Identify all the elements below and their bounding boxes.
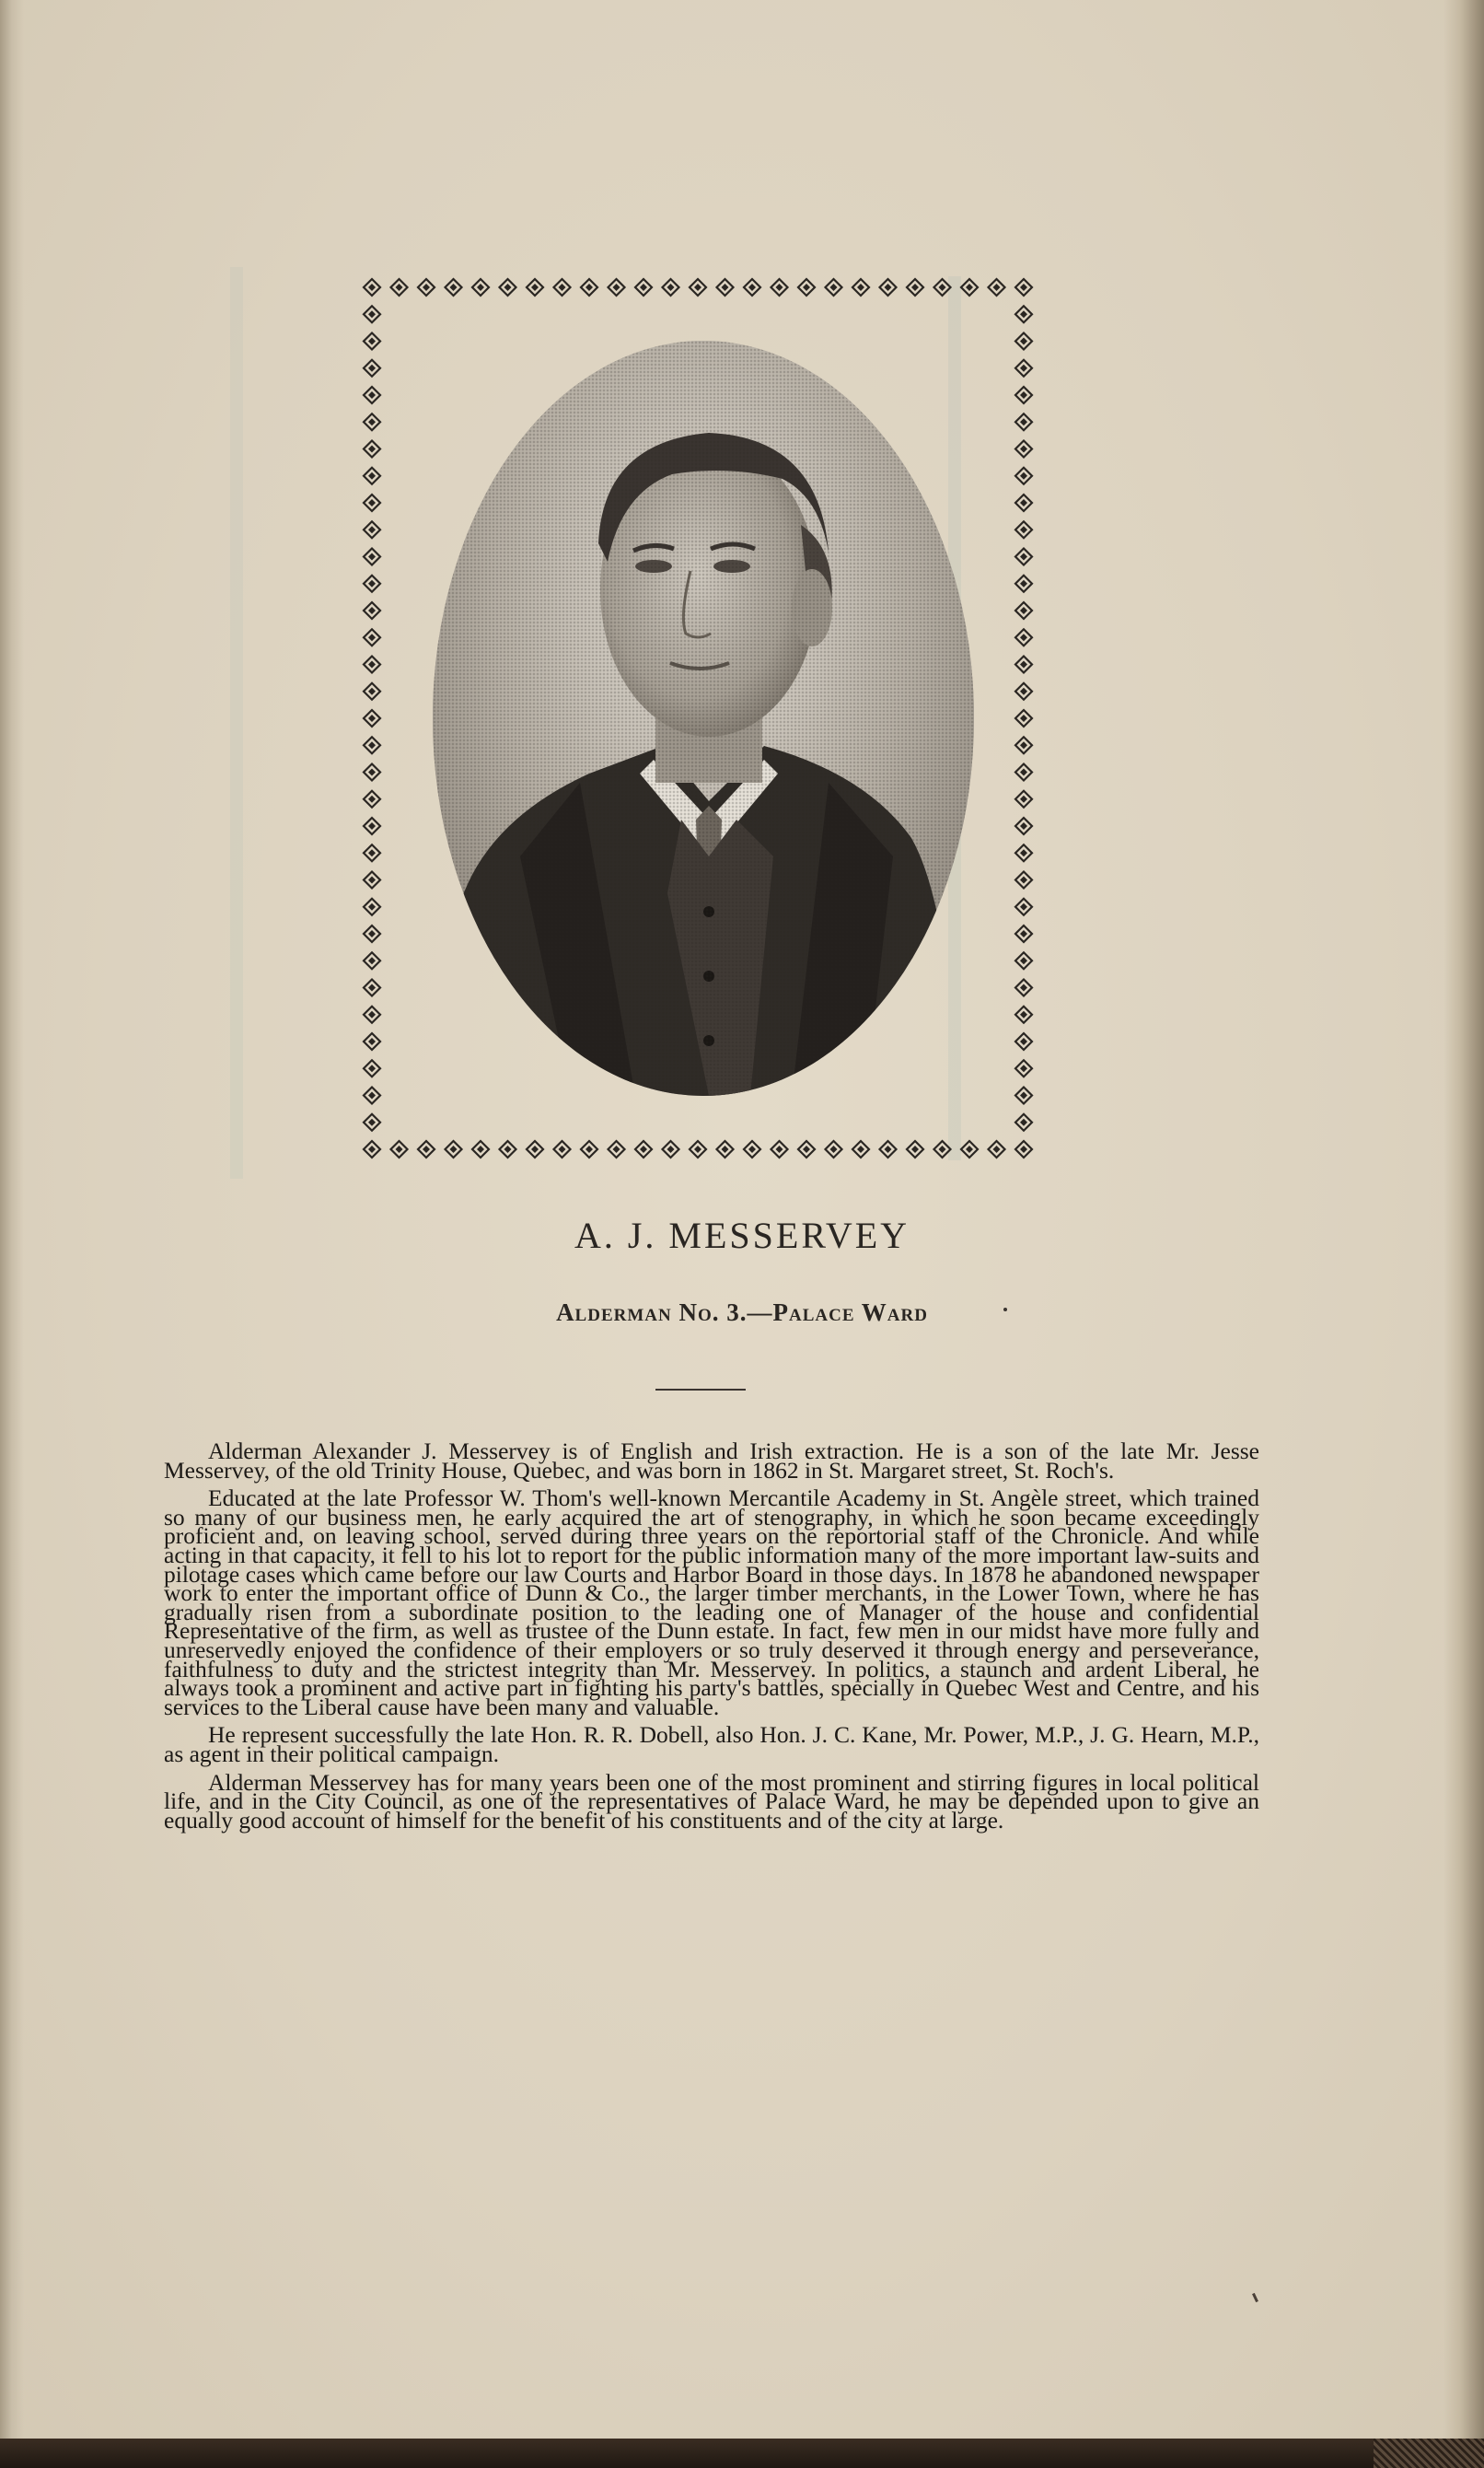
border-diamond	[852, 1141, 869, 1158]
border-diamond	[364, 602, 380, 619]
border-diamond	[989, 1141, 1005, 1158]
border-diamond	[364, 818, 380, 834]
border-diamond	[690, 1141, 706, 1158]
border-diamond	[744, 279, 760, 296]
border-diamond	[364, 844, 380, 861]
border-diamond	[364, 1060, 380, 1077]
portrait-photo	[433, 341, 974, 1096]
border-diamond	[500, 1141, 516, 1158]
border-diamond	[989, 279, 1005, 296]
biography-paragraph: Educated at the late Professor W. Thom's well-known Mercantile Academy in St. Angèle street, which trained so many of our business men, he early acquired the art of stenography, in which he soon became exceedingly proficient and, on leaving school, served during three years on the reportorial staff of the Chronicle. And while acting in that capacity, it fell to his lot to report for the public information many of the more important law-suits and pilotage cases which came before our law Courts and Harbor Board in those days. In 1878 he abandoned newspaper work to enter the important office of Dunn & Co., the larger timber merchants, in the Lower Town, where he has gradually risen from a subordinate position to the leading one of Manager of the house and confidential Representative of the firm, as well as trustee of the Dunn estate. In fact, few men in our midst have more fully and unreservedly enjoyed the confidence of their employers or so truly deserved it through energy and perseverance, faithfulness to duty and the strictest integrity than Mr. Messervey. In politics, a staunch and ardent Liberal, he always took a prominent and active part in fighting his party's battles, specially in Quebec West and Centre, and his services to the Liberal cause have been many and valuable.	[164, 1484, 1259, 1720]
border-diamond	[1015, 576, 1032, 592]
border-diamond	[418, 279, 435, 296]
border-diamond	[1015, 737, 1032, 753]
border-diamond	[1015, 279, 1032, 296]
border-diamond	[364, 441, 380, 458]
border-diamond	[1015, 495, 1032, 511]
border-diamond	[364, 495, 380, 511]
border-diamond	[771, 1141, 788, 1158]
border-diamond	[1015, 952, 1032, 969]
border-diamond	[663, 279, 679, 296]
border-diamond	[771, 279, 788, 296]
border-diamond	[364, 710, 380, 727]
border-diamond	[500, 279, 516, 296]
border-diamond	[446, 279, 462, 296]
border-diamond	[472, 279, 489, 296]
border-diamond	[961, 1141, 978, 1158]
border-diamond	[364, 279, 380, 296]
border-diamond	[364, 1141, 380, 1158]
border-diamond	[907, 279, 923, 296]
border-diamond	[1015, 710, 1032, 727]
section-rule	[655, 1389, 746, 1391]
biography-paragraph: Alderman Messervey has for many years been one of the most prominent and stirring figures in local political life, and in the City Council, as one of the representatives of Palace Ward, he may be depended upon to give an equally good account of himself for the benefit of his constituents and of the city at large.	[164, 1768, 1259, 1834]
border-diamond	[364, 306, 380, 322]
border-diamond	[1015, 468, 1032, 484]
border-diamond	[690, 279, 706, 296]
border-diamond	[635, 1141, 652, 1158]
border-diamond	[1015, 629, 1032, 646]
border-diamond	[364, 737, 380, 753]
border-diamond	[1015, 764, 1032, 781]
position-subtitle: Alderman No. 3.—Palace Ward	[556, 1298, 928, 1326]
border-diamond	[1015, 1114, 1032, 1131]
page-bottom-edge	[0, 2439, 1484, 2468]
border-diamond	[852, 279, 869, 296]
border-diamond	[1015, 441, 1032, 458]
border-diamond	[364, 468, 380, 484]
border-diamond	[364, 952, 380, 969]
border-diamond	[1015, 980, 1032, 996]
border-diamond	[934, 1141, 951, 1158]
border-diamond	[364, 872, 380, 889]
border-diamond	[364, 629, 380, 646]
border-diamond	[635, 279, 652, 296]
border-diamond	[961, 279, 978, 296]
biography-paragraph: He represent successfully the late Hon. R. R. Dobell, also Hon. J. C. Kane, Mr. Power, M.P., J. G. Hearn, M.P., as agent in their political campaign.	[164, 1721, 1259, 1767]
portrait-frame	[361, 276, 1035, 1160]
border-diamond	[364, 926, 380, 942]
biography-paragraph: Alderman Alexander J. Messervey is of English and Irish extraction. He is a son of the late Mr. Jesse Messervey, of the old Trinity House, Quebec, and was born in 1862 in St. Margaret street, St. Roch's.	[164, 1438, 1259, 1484]
border-diamond	[826, 1141, 842, 1158]
border-diamond	[364, 764, 380, 781]
border-diamond	[1015, 657, 1032, 673]
border-diamond	[364, 360, 380, 377]
border-diamond	[1015, 844, 1032, 861]
border-diamond	[581, 279, 597, 296]
border-diamond	[798, 1141, 815, 1158]
border-diamond	[364, 413, 380, 430]
border-diamond	[1015, 306, 1032, 322]
border-diamond	[1015, 899, 1032, 915]
border-diamond	[364, 1114, 380, 1131]
border-diamond	[1015, 1060, 1032, 1077]
border-diamond	[1015, 926, 1032, 942]
border-diamond	[527, 279, 543, 296]
border-diamond	[609, 279, 625, 296]
border-diamond	[554, 1141, 571, 1158]
border-diamond	[364, 683, 380, 700]
border-diamond	[581, 1141, 597, 1158]
border-diamond	[1015, 413, 1032, 430]
border-diamond	[1015, 360, 1032, 377]
border-diamond	[663, 1141, 679, 1158]
border-diamond	[364, 387, 380, 403]
border-diamond	[1015, 549, 1032, 565]
ink-speck	[1003, 1308, 1007, 1311]
border-diamond	[364, 333, 380, 350]
border-diamond	[1015, 1088, 1032, 1104]
border-diamond	[364, 899, 380, 915]
border-diamond	[1015, 387, 1032, 403]
border-diamond	[364, 521, 380, 538]
border-diamond	[1015, 1033, 1032, 1050]
border-diamond	[880, 279, 897, 296]
border-diamond	[364, 576, 380, 592]
border-diamond	[391, 279, 408, 296]
border-diamond	[880, 1141, 897, 1158]
border-diamond	[1015, 791, 1032, 808]
border-diamond	[798, 279, 815, 296]
border-diamond	[554, 279, 571, 296]
border-diamond	[717, 1141, 734, 1158]
border-diamond	[1015, 602, 1032, 619]
border-diamond	[364, 549, 380, 565]
person-name-heading: A. J. MESSERVEY	[574, 1215, 910, 1256]
border-diamond	[1015, 1007, 1032, 1023]
border-diamond	[391, 1141, 408, 1158]
border-diamond	[418, 1141, 435, 1158]
border-diamond	[907, 1141, 923, 1158]
border-diamond	[364, 657, 380, 673]
border-diamond	[1015, 1141, 1032, 1158]
border-diamond	[1015, 683, 1032, 700]
border-diamond	[717, 279, 734, 296]
border-diamond	[527, 1141, 543, 1158]
border-diamond	[744, 1141, 760, 1158]
biography-text	[164, 1438, 1259, 1839]
border-diamond	[364, 1007, 380, 1023]
border-diamond	[1015, 333, 1032, 350]
show-through-mark	[230, 267, 243, 1179]
border-diamond	[472, 1141, 489, 1158]
border-diamond	[364, 1088, 380, 1104]
border-diamond	[1015, 872, 1032, 889]
border-diamond	[364, 791, 380, 808]
border-diamond	[364, 1033, 380, 1050]
border-diamond	[1015, 521, 1032, 538]
border-diamond	[446, 1141, 462, 1158]
border-diamond	[934, 279, 951, 296]
border-diamond	[609, 1141, 625, 1158]
border-diamond	[1015, 818, 1032, 834]
border-diamond	[364, 980, 380, 996]
border-diamond	[826, 279, 842, 296]
